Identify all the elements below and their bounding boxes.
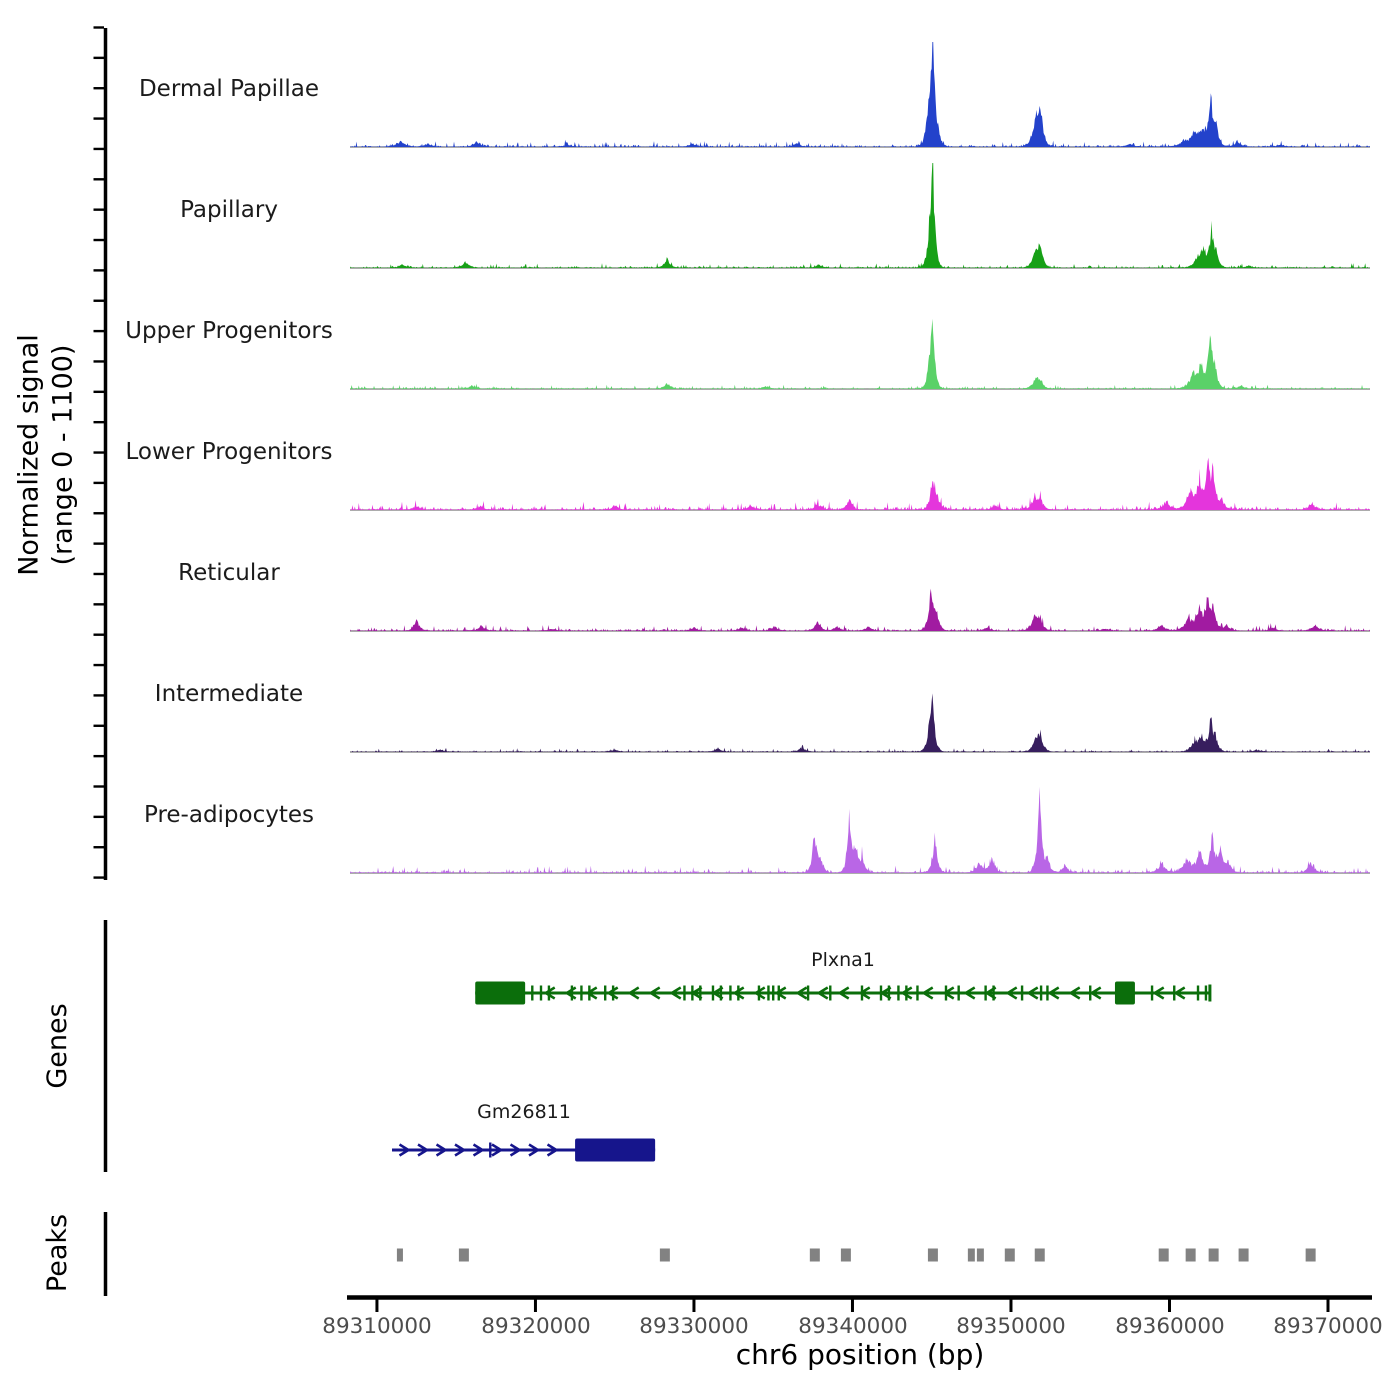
peak-interval bbox=[1159, 1249, 1169, 1262]
track-label-reticular: Reticular bbox=[178, 560, 280, 586]
signal-track-pre-adipocytes bbox=[350, 787, 1370, 873]
y-axis-title-line2: (range 0 - 1100) bbox=[47, 344, 78, 566]
x-tick-label-89320000: 89320000 bbox=[481, 1314, 591, 1339]
gene-label-plxna1: Plxna1 bbox=[811, 949, 875, 971]
peak-interval bbox=[928, 1249, 938, 1262]
peak-interval bbox=[841, 1249, 851, 1262]
signal-track-dermal-papillae bbox=[350, 42, 1370, 147]
peak-interval bbox=[1005, 1249, 1015, 1262]
x-tick-label-89330000: 89330000 bbox=[639, 1314, 749, 1339]
peaks-section-label: Peaks bbox=[42, 1213, 74, 1293]
gene-model-gm26811 bbox=[392, 1139, 655, 1162]
x-axis bbox=[347, 1298, 1372, 1313]
x-tick-label-89340000: 89340000 bbox=[798, 1314, 908, 1339]
signal-track-papillary bbox=[350, 163, 1370, 268]
peak-interval bbox=[459, 1249, 469, 1262]
peak-interval bbox=[1239, 1249, 1249, 1262]
y-axis-title bbox=[12, 334, 80, 576]
signal-track-lower-progenitors bbox=[350, 458, 1370, 510]
signal-track-intermediate bbox=[350, 693, 1370, 752]
track-label-lower-progenitors: Lower Progenitors bbox=[125, 439, 333, 465]
x-axis-title: chr6 position (bp) bbox=[735, 1338, 985, 1371]
signal-track-upper-progenitors bbox=[350, 319, 1370, 389]
track-label-intermediate: Intermediate bbox=[154, 681, 304, 707]
signal-track-reticular bbox=[350, 589, 1370, 631]
genes-section-label: Genes bbox=[42, 1003, 74, 1089]
peak-interval bbox=[397, 1249, 403, 1262]
peak-interval bbox=[810, 1249, 820, 1262]
y-axis-title-line1: Normalized signal bbox=[13, 334, 45, 576]
gene-model-plxna1 bbox=[475, 982, 1210, 1005]
track-label-upper-progenitors: Upper Progenitors bbox=[125, 318, 333, 344]
track-label-papillary: Papillary bbox=[180, 197, 278, 223]
x-tick-label-89370000: 89370000 bbox=[1273, 1314, 1383, 1339]
genes-section bbox=[106, 920, 1210, 1172]
peak-interval bbox=[1209, 1249, 1219, 1262]
peak-interval bbox=[1186, 1249, 1196, 1262]
peak-interval bbox=[968, 1249, 975, 1262]
peak-interval bbox=[1306, 1249, 1316, 1262]
peak-interval bbox=[1035, 1249, 1045, 1262]
x-tick-label-89310000: 89310000 bbox=[322, 1314, 432, 1339]
peaks-section bbox=[106, 1212, 1316, 1296]
peak-interval bbox=[977, 1249, 984, 1262]
x-tick-label-89360000: 89360000 bbox=[1115, 1314, 1225, 1339]
track-label-pre-adipocytes: Pre-adipocytes bbox=[143, 802, 315, 828]
gene-label-gm26811: Gm26811 bbox=[477, 1101, 571, 1123]
x-tick-label-89350000: 89350000 bbox=[956, 1314, 1066, 1339]
track-label-dermal-papillae: Dermal Papillae bbox=[138, 76, 320, 102]
peak-interval bbox=[660, 1249, 670, 1262]
